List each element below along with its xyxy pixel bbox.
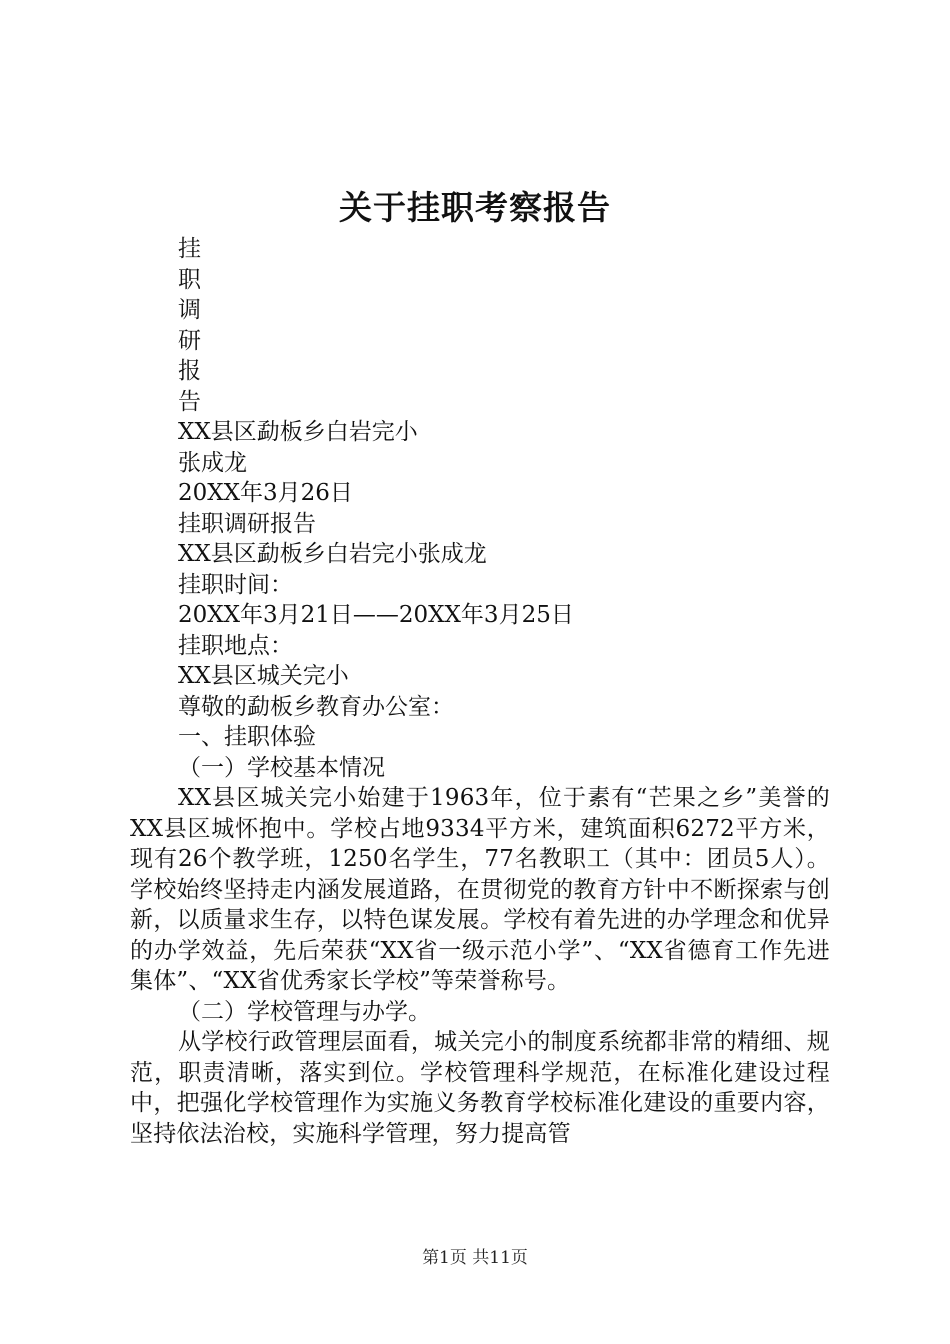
- school-author: XX县区勐板乡白岩完小张成龙: [178, 541, 487, 567]
- author-name: 张成龙: [178, 449, 247, 476]
- text-line: 报: [178, 358, 201, 384]
- subsection-heading: （二）学校管理与办学。: [178, 998, 431, 1025]
- body-paragraph: XX县区城关完小始建于1963年，位于素有“芒果之乡”美誉的XX县区城怀抱中。学校占地9334平方米，建筑面积6272平方米，现有26个教学班，1250名学生，77名教职工（其中：团员5人）。学校始终坚持走内涵发展道路，在贯彻党的教育方针中不断探索与创新，以质量求生存，以特色谋发展。学校有着先进的办学理念和优异的办学效益，先后荣获“XX省一级示范小学”、“XX省德育工作先进集体”、“XX省优秀家长学校”等荣誉称号。: [130, 785, 830, 994]
- subsection-heading: （一）学校基本情况: [178, 754, 385, 781]
- text-line: 调: [178, 297, 201, 323]
- time-value: 20XX年3月21日——20XX年3月25日: [178, 602, 574, 628]
- text-line: 研: [178, 327, 201, 354]
- place-value: XX县区城关完小: [178, 663, 349, 689]
- salutation: 尊敬的勐板乡教育办公室：: [178, 693, 454, 720]
- document-title: 关于挂职考察报告: [339, 188, 611, 227]
- time-label: 挂职时间：: [178, 571, 293, 598]
- document-body: [130, 234, 830, 1149]
- report-date: 20XX年3月26日: [178, 480, 353, 506]
- body-paragraph: 从学校行政管理层面看，城关完小的制度系统都非常的精细、规范，职责清晰，落实到位。学校管理科学规范，在标准化建设过程中，把强化学校管理作为实施义务教育学校标准化建设的重要内容，坚持依法治校，实施科学管理，努力提高管: [130, 1029, 830, 1147]
- place-label: 挂职地点：: [178, 632, 293, 659]
- report-heading: 挂职调研报告: [178, 510, 316, 537]
- school-name: XX县区勐板乡白岩完小: [178, 419, 418, 445]
- section-heading: 一、挂职体验: [178, 724, 316, 750]
- text-line: 职: [178, 266, 201, 293]
- text-line: 告: [178, 388, 201, 415]
- page-footer: 第1页 共11页: [422, 1248, 528, 1268]
- text-line: 挂: [178, 236, 201, 262]
